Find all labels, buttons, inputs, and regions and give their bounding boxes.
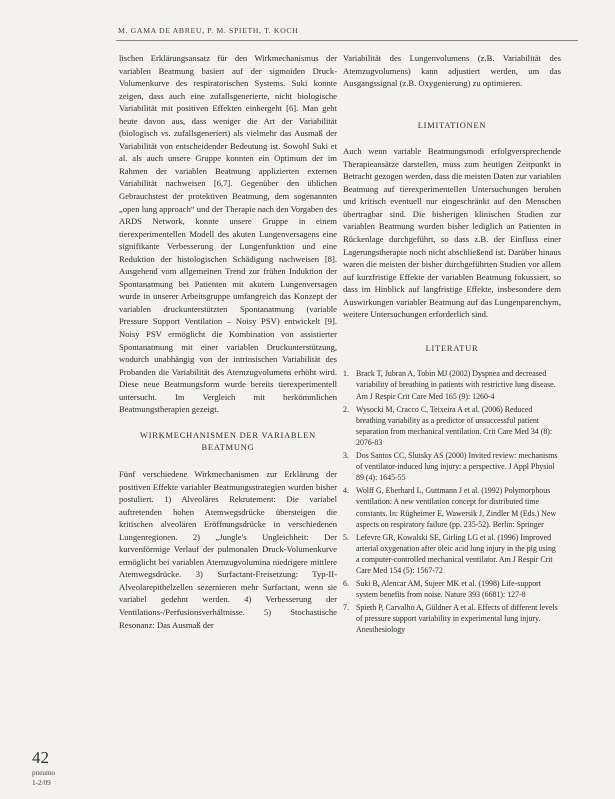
reference-item bbox=[343, 602, 561, 635]
reference-item bbox=[343, 532, 561, 576]
reference-number: 4. bbox=[343, 486, 349, 496]
left-paragraph-2: Fünf verschiedene Wirkmechanismen zur Erklärung der positiven Effekte variabler Beatmungsstrategien wurden bisher postuliert. 1) Alveoläres Rekrutement: Die variabel auftretenden hohen Atemwegsdrücke übersteigen die kritischen alveolären Eröffnungsdrücke in verschiedenen Lungenregionen. 2) „Jungle's Ungleichheit: Der kurvenförmige Verlauf der pulmonalen Druck-Volumenkurve ermöglicht bei variablen Atemzugvolumina niedrigere mittlere Atemwegsdrücke. 3) Surfactant-Freisetzung: Typ-II-Alveolarepithelzellen sezernieren mehr Surfactant, wenn sie variabel gedehnt werden. 4) Verbesserung der Ventilations-/Perfusionsverhältnisse. 5) Stochastische Resonanz: Das Ausmaß der bbox=[119, 468, 337, 630]
reference-item bbox=[343, 368, 561, 401]
right-paragraph-1: Variabilität des Lungenvolumens (z.B. Variabilität des Atemzugvolumens) kann adjustiert werden, um das Ausgangssignal (z.B. Oxygenierung) zu optimieren. bbox=[343, 53, 561, 89]
journal-issue-number: 1-2/09 bbox=[32, 778, 51, 787]
section-title-mechanisms bbox=[119, 430, 337, 455]
running-head: M. GAMA DE ABREU, P. M. SPIETH, T. KOCH bbox=[118, 26, 299, 35]
references-title: LITERATUR bbox=[425, 343, 479, 353]
right-column bbox=[343, 52, 561, 638]
reference-item bbox=[343, 450, 561, 483]
reference-text: Wolff G, Eberhard L, Guttmann J et al. (1992) Polymorphous ventilation: A new ventilation concept for distributed time constants. In: Rügheimer E, Wawersik J, Zindler M (Eds.) New aspects on respiratory failure (pp. 235-52). Berlin: Springer bbox=[356, 486, 557, 529]
section-title-limitations: LIMITATIONEN bbox=[417, 120, 487, 130]
section-title-line-1: WIRKMECHANISMEN DER VARIABLEN bbox=[140, 430, 316, 440]
reference-item bbox=[343, 578, 561, 600]
left-paragraph-1: lischen Erklärungsansatz für den Wirkmechanismus der variablen Beatmung basiert auf der sigmoiden Druck-Volumenkurve des respiratorischen Systems. Suki konnte zeigen, dass auch eine zufallsgenerierte, nicht biologische Variabilität mit positiven Effekten einhergeht [6]. Man geht heute davon aus, dass weniger die Art der Variabilität (biologisch vs. zufallsgeneriert) als vielmehr das Ausmaß der Variabilität von entscheidender Bedeutung ist. Sowohl Suki et al. als auch unsere Gruppe konnten ein Optimum der im Rahmen der variablen Beatmung applizierten externen Variabilität nachweisen [6,7]. Gegenüber den üblichen Gebrauchstest der protektiven Beatmung, dem sogenannten „open lung approach“ und der Therapie nach den Vorgaben des ARDS Network, konnte unsere Gruppe in einem tierexperimentellen Modell des akuten Lungenversagens eine signifikante Verbesserung der Lungenfunktion und eine Reduktion der histologischen Schädigung nachweisen [8]. Ausgehend vom allgemeinen Trend zur frühen Induktion der Spontanatmung bei Patienten mit akutem Lungenversagen wurde in unserer Arbeitsgruppe umfangreich das Konzept der variablen druckunterstützten Spontanatmung (variable Pressure Support Ventilation – Noisy PSV) entwickelt [9]. Noisy PSV ermöglicht die Kombination von assistierter Spontanatmung mit einer variablen Druckunterstützung, wodurch unabhängig von der intrinsischen Variabilität des Probanden die Variabilität des Atemzugvolumens erhöht wird. Diese neue Beatmungsform wurde bereits tierexperimentell untersucht. Im Vergleich mit herkömmlichen Beatmungstherapien gezeigt. bbox=[119, 53, 337, 415]
right-paragraph-2: Auch wenn variable Beatmungsmodi erfolgversprechende Therapieansätze darstellen, muss zum heutigen Zeitpunkt in Betracht gezogen werden, dass die meisten Daten zur variablen Beatmung auf tierexperimentellen Untersuchungen beruhen und kritisch eventuell nur eingeschränkt auf den Menschen übertragbar sind. Die bisherigen klinischen Studien zur variablen Beatmung wurden bisher lediglich an Patienten in Rückenlage durchgeführt, so dass z.B. der Einfluss einer Lagerungstherapie noch nicht abschließend ist. Darüber hinaus waren die meisten der bisher durchgeführten Studien vor allem auf kurzfristige Effekte der variablen Beatmung fokussiert, so dass im Hinblick auf langfristige Effekte, insbesondere dem Auswirkungen variabler Beatmung auf das Lungenparenchym, weitere Untersuchungen erforderlich sind. bbox=[343, 146, 561, 320]
reference-text: Wysocki M, Cracco C, Teixeira A et al. (2006) Reduced breathing variability as a predictor of unsuccessful patient separation from mechanical ventilation. Crit Care Med 34 (8): 2076-83 bbox=[356, 404, 553, 447]
reference-item bbox=[343, 485, 561, 529]
reference-number: 3. bbox=[343, 451, 349, 461]
reference-text: Lefevre GR, Kowalski SE, Girling LG et al. (1996) Improved arterial oxygenation after oleic acid lung injury in the pig using a computer-controlled mechanical ventilator. Am J Respir Crit Care Med 154 (5): 1567-72 bbox=[356, 532, 556, 575]
left-column bbox=[119, 52, 337, 631]
reference-number: 1. bbox=[343, 369, 349, 379]
reference-number: 7. bbox=[343, 603, 349, 613]
journal-issue bbox=[32, 769, 55, 788]
reference-text: Dos Santos CC, Slutsky AS (2000) Invited review: mechanisms of ventilator-induced lung injury: a perspective. J Appl Physiol 89 (4): 1645-55 bbox=[356, 451, 558, 483]
reference-list bbox=[343, 368, 561, 635]
page-number: 42 bbox=[32, 748, 49, 767]
header-rule bbox=[116, 40, 578, 41]
journal-name: pneumo bbox=[32, 769, 56, 777]
reference-number: 2. bbox=[343, 404, 349, 414]
section-title-line-2: BEATMUNG bbox=[201, 443, 255, 453]
reference-text: Spieth P, Carvalho A, Güldner A et al. Effects of different levels of pressure support variability in experimental lung injury. Anesthesiology bbox=[356, 603, 558, 635]
reference-item bbox=[343, 404, 561, 448]
reference-number: 5. bbox=[343, 532, 349, 542]
reference-text: Brack T, Jubran A, Tobin MJ (2002) Dyspnea and decreased variability of breathing in patients with restrictive lung disease. Am J Respir Crit Care Med 165 (9): 1260-4 bbox=[356, 369, 556, 401]
reference-text: Suki B, Alencar AM, Sujeer MK et al. (1998) Life-support system benefits from noise. Nature 393 (6681): 127-8 bbox=[356, 579, 541, 600]
reference-number: 6. bbox=[343, 579, 349, 589]
